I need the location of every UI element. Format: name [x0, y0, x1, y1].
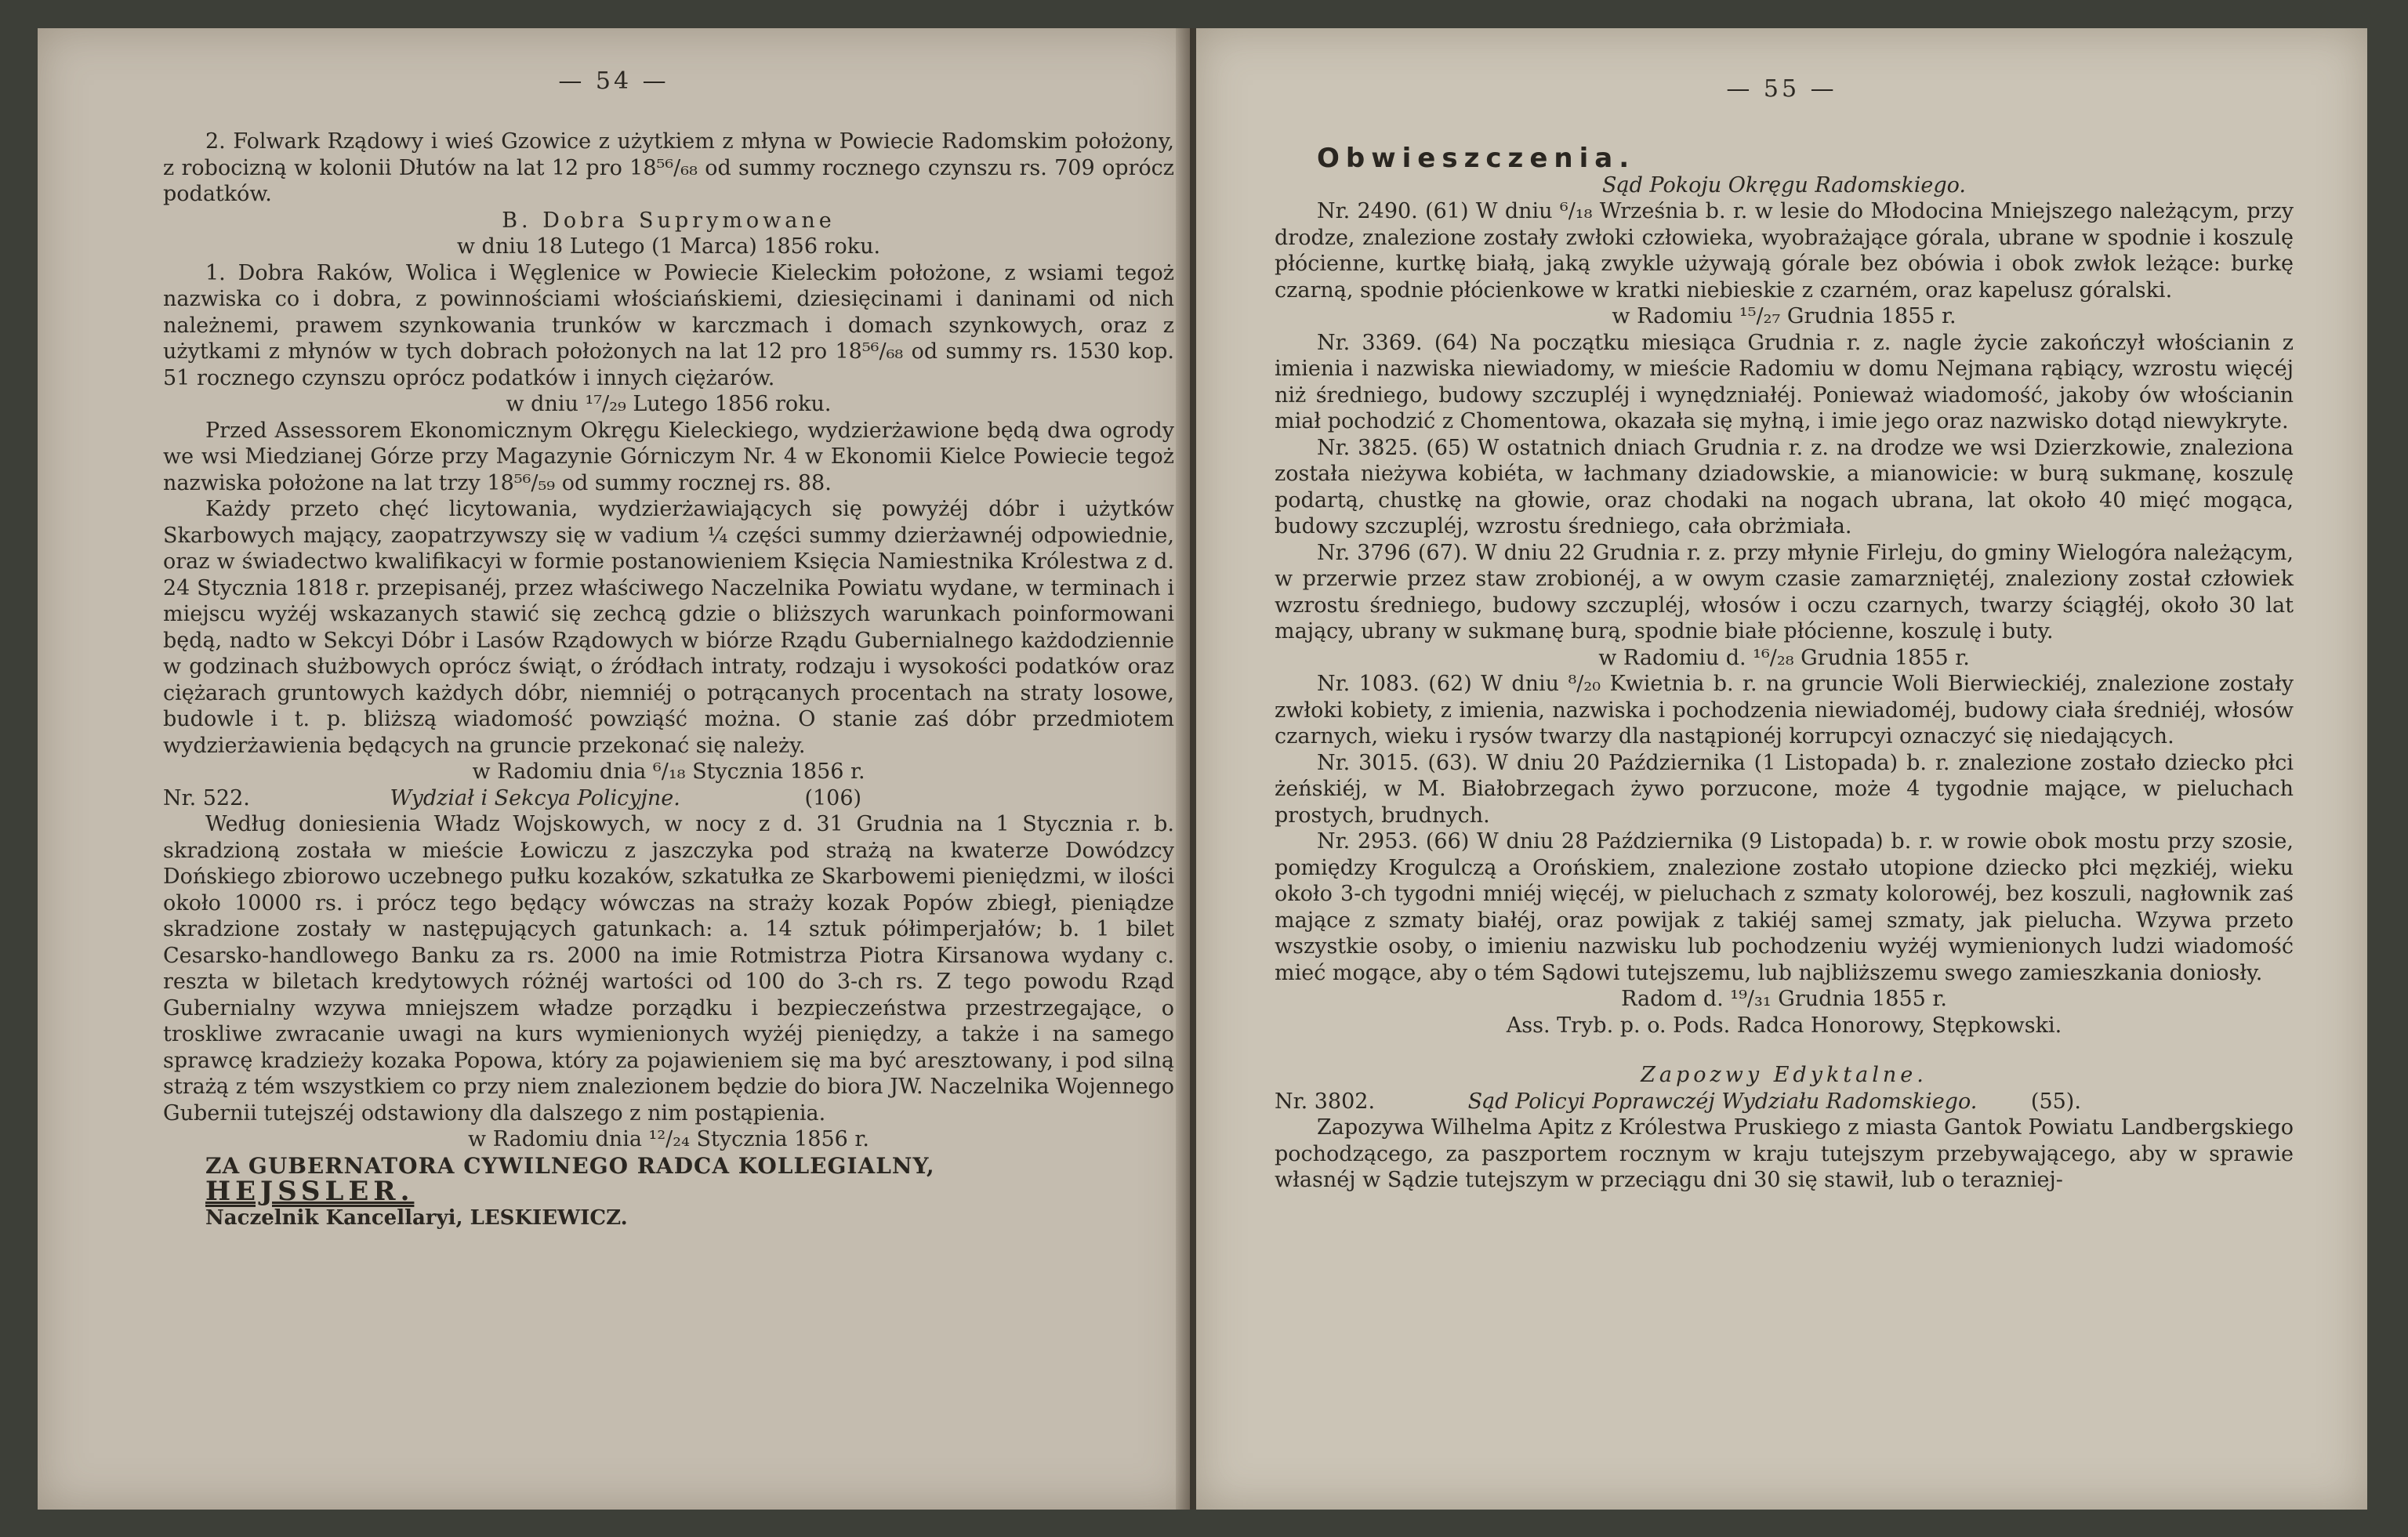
notice-1083: Nr. 1083. (62) W dniu ⁸/₂₀ Kwietnia b. r. na gruncie Woli Bierwieckiéj, znalezione zostały zwłoki kobiety, z imienia, nazwiska i pochodzenia niewiadoméj, budowy ciała średniéj, włosów czarnych, wieku i rysów twarzy dla nastąpionéj korrupcyi oznaczyć się niedających. [1275, 672, 2294, 749]
page-number-left: — 54 — [558, 67, 669, 95]
notice-3796: Nr. 3796 (67). W dniu 22 Grudnia r. z. przy młynie Firleju, do gminy Wielogóra należącym, w przerwie przez staw zrobionéj, a w owym czasie zamarzniętéj, znaleziony został człowiek wzrostu średniego, budowy szczupléj, włosów i oczu czarnych, twarzy ściągłéj, około 30 lat mający, ubrany w sukmanę burą, spodnie białe płócienne, koszulę i buty. [1275, 540, 2294, 643]
auction-date-2: w dniu ¹⁷/₂₉ Lutego 1856 roku. [506, 392, 832, 416]
left-page [38, 28, 1190, 1510]
notice-2490: Nr. 2490. (61) W dniu ⁶/₁₈ Września b. r. w lesie do Młodocina Mniejszego należącym, przy drodze, znalezione zostały zwłoki człowieka, wyobrażające górala, ubrane w spodnie i koszulę płócienne, kurtkę białą, jaką zwykle używają górale bez obówia i obok zwłok leżące: burkę czarną, spodnie płócienkowe w kratki niebieskie z czarném, oraz kapelusz góralski. [1275, 199, 2294, 303]
notice-sequence: (106) [804, 785, 862, 810]
court-name: Sąd Pokoju Okręgu Radomskiego. [1601, 172, 1967, 198]
paragraph-conditions: Każdy przeto chęć licytowania, wydzierżawiających się powyżéj dóbr i użytków Skarbowych mający, zaopatrzywszy się w vadium ¼ części summy dzierżawnéj odpowiednie, oraz w świadectwo kwalifikacyi w formie postanowieniem Księcia Namiestnika Królestwa z d. 24 Stycznia 1818 r. przepisanéj, przez właściwego Naczelnika Powiatu wydane, w terminach i miejscu wyżéj wskazanych stawić się zechcą gdzie o bliższych warunkach poinformowani będą, nadto w Sekcyi Dóbr i Lasów Rządowych w biórze Rządu Gubernialnego każdodziennie w godzinach służbowych oprócz świąt, o źródłach intraty, rodzaju i wysokości podatków oraz ciężarach gruntowych każdych dóbr, niemniéj o potrącanych procentach na straty losowe, budowle i t. p. bliższą wiadomość powziąść można. O stanie zaś dóbr przedmiotem wydzierżawienia będących na gruncie przekonać się należy. [163, 497, 1174, 758]
notice-2490-date: w Radomiu ¹⁵/₂₇ Grudnia 1855 r. [1612, 304, 1956, 328]
right-column [1275, 143, 2294, 1194]
governor-line: ZA GUBERNATORA CYWILNEGO RADCA KOLLEGIALNY, [205, 1152, 935, 1179]
paragraph-miedziana-gora: Przed Assessorem Ekonomicznym Okręgu Kieleckiego, wydzierżawione będą dwa ogrody we wsi Miedzianej Górze przy Magazynie Górniczym Nr. 4 w Ekonomii Kielce Powiecie tegoż nazwiska położone na lat trzy 18⁵⁶/₅₉ od summy rocznej rs. 88. [163, 418, 1174, 495]
notice-3369: Nr. 3369. (64) Na początku miesiąca Grudnia r. z. nagle życie zakończył włościanin z imienia i nazwiska niewiadomy, w mieście Radomiu w domu Nejmana rąbiący, wzrostu więcéj niż średniego, budowy szczupléj i wynędzniałéj. Ponieważ wiadomość, jakoby ów włościanin miał pochodzić z Chomentowa, okazała się myłną, i imie jego oraz nazwisko dotąd niewykryte. [1275, 330, 2294, 433]
issue-date-1: w Radomiu dnia ⁶/₁₈ Stycznia 1856 r. [472, 759, 865, 784]
issue-date-2: w Radomiu dnia ¹²/₂₄ Stycznia 1856 r. [468, 1127, 869, 1151]
paragraph-gzowice: 2. Folwark Rządowy i wieś Gzowice z użytkiem z młyna w Powiecie Radomskim położony, z robocizną w kolonii Dłutów na lat 12 pro 18⁵⁶/₆₈ od summy rocznego czynszu rs. 709 oprócz podatków. [163, 129, 1174, 206]
edict-text: Zapozywa Wilhelma Apitz z Królestwa Pruskiego z miasta Gantok Powiatu Landbergskiego pochodzącego, za paszportem rocznym w kraju tutejszym przebywającego, aby w sprawie własnéj w Sądzie tutejszym w przeciągu dni 30 się stawił, lub o terazniej- [1275, 1115, 2294, 1192]
chancellery-signature: Naczelnik Kancellaryi, LESKIEWICZ. [205, 1205, 628, 1230]
section-title: Obwieszczenia. [1317, 143, 1636, 174]
notice-3825: Nr. 3825. (65) W ostatnich dniach Grudnia r. z. na drodze we wsi Dzierzkowie, znaleziona została nieżywa kobiéta, w łachmany dziadowskie, a mianowicie: w burą sukmanę, koszulę podartą, chustkę na głowie, oraz chodaki na nogach ubrana, lat około 40 mięć mogąca, budowy szczupléj, wzrostu średniego, cała obrżmiała. [1275, 435, 2294, 538]
left-column [163, 129, 1174, 1231]
paragraph-theft: Według doniesienia Władz Wojskowych, w nocy z d. 31 Grudnia na 1 Stycznia r. b. skradzioną została w mieście Łowiczu z jaszczyka pod strażą na kwaterze Dowódzcy Dońskiego zbiorowo uczebnego pułku kozaków, szkatułka ze Skarbowemi pieniędzmi, w ilości około 10000 rs. i prócz tego będący wówczas na straży kozak Popów zbiegł, pieniądze skradzione zostały w następujących gatunkach: a. 14 sztuk półimperjałów; b. 1 bilet Cesarsko-handlowego Banku za rs. 2000 na imie Rotmistrza Piotra Kirsanowa wydany c. reszta w biletach kredytowych różnéj wartości od 100 do 3-ch rs. Z tego powodu Rząd Gubernialny wzywa mniejszem władze porządku i bezpieczeństwa przestrzegające, o troskliwe zwracanie uwagi na kurs wymienionych wyżéj pieniędzy, a także i na samego sprawcę kradzieży kozaka Popowa, który za pojawieniem się ma być aresztowany, i pod silną strażą z tém wszystkiem co przy niem znalezionem będzie do biora JW. Naczelnika Wojennego Gubernii tutejszéj odstawiony dla dalszego z nim postąpienia. [163, 812, 1174, 1126]
notice-2953: Nr. 2953. (66) W dniu 28 Października (9 Listopada) b. r. w rowie obok mostu przy szosie, pomiędzy Krogulczą a Orońskiem, znalezione zostało utopione dziecko płci męzkiéj, wieku około 3-ch tygodni mniéj więcéj, w pieluchach z szmaty kolorowéj, bez koszuli, nagłownik zaś mające z szmaty białéj, oraz powijak z takiéj samej szmaty, jak pielucha. Wzywa przeto wszystkie osoby, o imieniu nazwisku lub pochodzeniu wyżéj wymienionych ludzi wiadomość mieć mogące, aby o tém Sądowi tutejszemu, lub najbliższemu swego zamieszkania doniosły. [1275, 829, 2294, 985]
department-name: Wydział i Sekcya Policyjne. [390, 785, 680, 810]
auction-date-1: w dniu 18 Lutego (1 Marca) 1856 roku. [456, 234, 881, 259]
paragraph-rakow: 1. Dobra Raków, Wolica i Węglenice w Powiecie Kieleckim położone, z wsiami tegoż nazwiska co i dobra, z powinnościami włościańskiemi, dziesięcinami i daninami od nich należnemi, prawem szynkowania trunków w karczmach i domach szynkowych, oraz z użytkami z młynów w tych dobrach położonych na lat 12 pro 18⁵⁶/₆₈ od summy rs. 1530 kop. 51 rocznego czynszu oprócz podatków i innych ciężarów. [163, 260, 1174, 390]
sub-heading-suprymowane: B. Dobra Suprymowane [502, 208, 836, 233]
edict-sequence: (55). [2030, 1089, 2081, 1114]
edict-title: Zapozwy Edyktalne. [1641, 1063, 1927, 1087]
governor-signature: HEJSSLER. [205, 1176, 415, 1207]
notice-3015: Nr. 3015. (63). W dniu 20 Października (1 Listopada) b. r. znalezione zostało dziecko płci żeńskiéj, w M. Białobrzegach żywo porzucone, może 4 tygodnie mające, w pieluchach prostych, brudnych. [1275, 750, 2294, 828]
page-number-right: — 55 — [1726, 75, 1837, 103]
edict-court: Sąd Policyi Poprawczéj Wydziału Radomskiego. [1467, 1089, 1978, 1114]
closing-signature: Ass. Tryb. p. o. Pods. Radca Honorowy, Stępkowski. [1506, 1013, 2062, 1038]
spacer [1275, 1039, 2294, 1062]
closing-date: Radom d. ¹⁹/₃₁ Grudnia 1855 r. [1621, 987, 1947, 1011]
right-page [1196, 28, 2367, 1510]
edict-header [1275, 1089, 2294, 1115]
notice-header-522 [163, 785, 1174, 812]
notice-3796-date: w Radomiu d. ¹⁶/₂₈ Grudnia 1855 r. [1598, 645, 1970, 670]
edict-number: Nr. 3802. [1275, 1089, 1376, 1114]
notice-number: Nr. 522. [163, 785, 250, 810]
